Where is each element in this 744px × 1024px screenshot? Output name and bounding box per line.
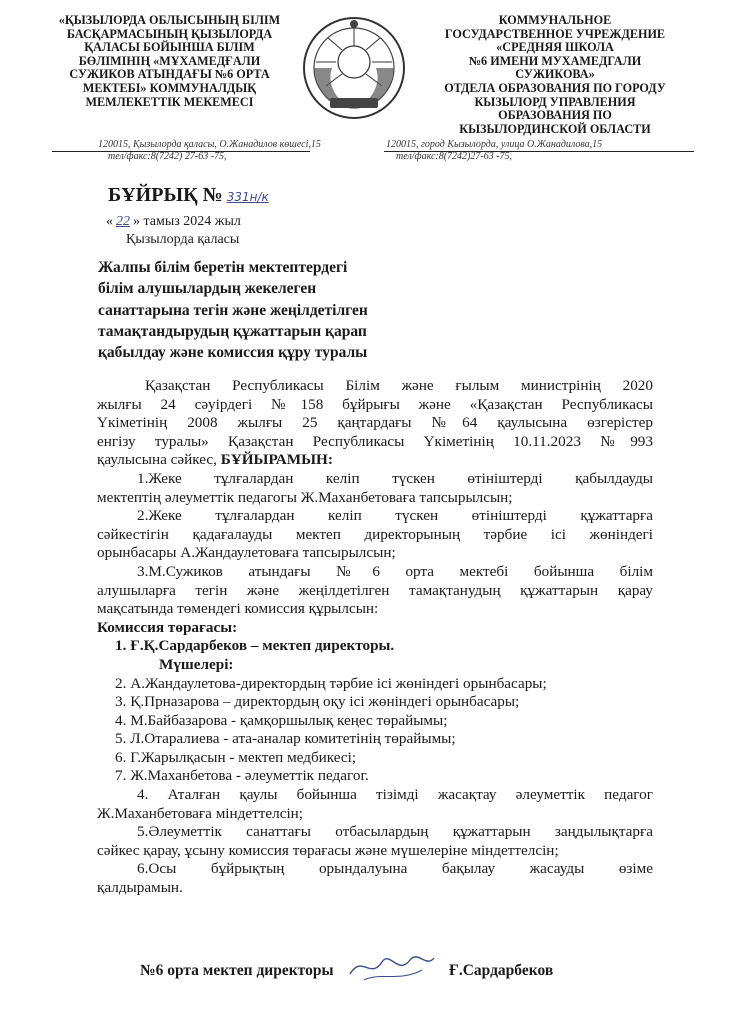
body-line: енгізу туралы» Қазақстан Республикасы Үкіметінің 10.11.2023 №993 xyxy=(97,432,653,450)
signature-icon xyxy=(340,940,440,990)
header-line: БӨЛІМІНІҢ «МҰХАМЕДҒАЛИ xyxy=(78,53,261,68)
member-item: 6. Г.Жарылқасын - мектеп медбикесі; xyxy=(115,748,357,766)
order-label: БҰЙРЫҚ № xyxy=(108,184,223,206)
intro-text: қаулысына сәйкес, xyxy=(97,451,221,469)
order-date xyxy=(106,214,241,230)
body-line: 6.Осы бұйрықтың орындалуына бақылау жасауды өзіме xyxy=(137,860,653,878)
header-line: СУЖИКОВА» xyxy=(515,67,595,82)
signatory-name: Ғ.Сардарбеков xyxy=(449,962,554,979)
header-divider xyxy=(384,151,694,152)
phone-line: тел/факс:8(7242) 27-63 -75, xyxy=(108,151,227,162)
header-kazakh xyxy=(52,14,287,109)
body-line: орынбасары А.Жандаулетоваға тапсырылсын; xyxy=(97,544,396,562)
header-line: БАСҚАРМАСЫНЫҢ ҚЫЗЫЛОРДА xyxy=(66,26,273,41)
member-item: 4. М.Байбазарова - қамқоршылық кеңес төрайымы; xyxy=(115,711,448,729)
body-line: Үкіметінің 2008 жылғы 25 қаңтардағы №64 қаулысына өзгерістер xyxy=(97,414,653,432)
body-line: 5.Әлеуметтік санаттағы отбасылардың құжаттарын заңдылықтарға xyxy=(137,823,653,841)
header-line: ГОСУДАРСТВЕННОЕ УЧРЕЖДЕНИЕ xyxy=(444,26,666,41)
body-line: 1.Жеке тұлғалардан келіп түскен өтініштерді қабылдауды xyxy=(137,469,653,487)
header-line: «ҚЫЗЫЛОРДА ОБЛЫСЫНЫҢ БІЛІМ xyxy=(58,13,281,27)
header-line: СУЖИКОВ АТЫНДАҒЫ №6 ОРТА xyxy=(69,67,270,82)
body-line: сәйкес қарау, ұсыну комиссия төрағасы және мүшелеріне міндеттелсін; xyxy=(97,841,559,859)
body-line: 2.Жеке тұлғалардан келіп түскен өтініштерді құжаттарға xyxy=(137,507,653,525)
header-line: МЕМЛЕКЕТТІК МЕКЕМЕСІ xyxy=(85,94,254,109)
title-line: білім алушылардың жекелеген xyxy=(98,280,317,298)
header-line: КЫЗЫЛОРДИНСКОЙ ОБЛАСТИ xyxy=(459,121,651,136)
header-line: КЫЗЫЛОРД УПРАВЛЕНИЯ xyxy=(474,94,636,109)
header-line: ҚАЛАСЫ БОЙЫНША БІЛІМ xyxy=(84,40,255,55)
body-line: жылғы 24 сәуірдегі №158 бұйрығы және «Қазақстан Республикасы xyxy=(97,395,653,413)
header-divider xyxy=(52,151,310,152)
header-line: №6 ИМЕНИ МУХАМЕДГАЛИ xyxy=(468,53,642,68)
header-line: ОТДЕЛА ОБРАЗОВАНИЯ ПО ГОРОДУ xyxy=(444,80,666,95)
title-line: санаттарына тегін және жеңілдетілген xyxy=(98,301,368,319)
body-line: алушыларға тегін және жеңілдетілген тамақтанудың құжаттарын қарау xyxy=(97,581,653,599)
header-line: «СРЕДНЯЯ ШКОЛА xyxy=(496,40,614,55)
body-line: қалдырамын. xyxy=(97,879,183,897)
member-item: 5. Л.Отаралиева - ата-аналар комитетінің төрайымы; xyxy=(115,730,456,748)
body-line: 4. Аталған қаулы бойынша тізімді жасақтау әлеуметтік педагог xyxy=(137,786,653,804)
order-number: 331н/к xyxy=(226,190,269,204)
member-item: 3. Қ.Прназарова – директордың оқу ісі жөніндегі орынбасары; xyxy=(115,693,520,711)
document-title xyxy=(98,257,368,363)
date-suffix: » тамыз 2024 жыл xyxy=(133,214,241,229)
member-item: 2. А.Жандаулетова-директордың тәрбие ісі жөніндегі орынбасары; xyxy=(115,674,547,692)
order-command: БҰЙЫРАМЫН: xyxy=(220,451,333,469)
body-line: Қазақстан Республикасы Білім және ғылым министрінің 2020 xyxy=(145,377,653,394)
body-line: мектептің әлеуметтік педагогы Ж.Маханбетоваға тапсырылсын; xyxy=(97,488,513,506)
address-line: 120015, Қызылорда қаласы, О.Жанадилов көшесі,15 xyxy=(98,139,321,150)
state-emblem-icon xyxy=(298,12,410,124)
body-line: мақсатында төмендегі комиссия құрылсын: xyxy=(97,600,379,618)
body-line: сәйкестігін қадағалауды мектеп директорының тәрбие ісі жөніндегі xyxy=(97,525,653,543)
body-line: Ж.Маханбетоваға міндеттелсін; xyxy=(97,804,304,822)
members-heading: Мүшелері: xyxy=(159,655,234,673)
order-city: Қызылорда қаласы xyxy=(126,232,240,247)
body-line: 3.М.Сужиков атындағы №6 орта мектебі бойынша білім xyxy=(137,562,653,580)
phone-line: тел/факс:8(7242)27-63 -75, xyxy=(396,151,513,162)
signatory-position: №6 орта мектеп директоры xyxy=(140,962,334,979)
chair-member: 1. Ғ.Қ.Сардарбеков – мектеп директоры. xyxy=(115,637,395,655)
title-line: тамақтандырудың құжаттарын қарап xyxy=(98,322,367,340)
header-russian xyxy=(420,14,690,136)
order-heading xyxy=(108,184,269,207)
body-line xyxy=(97,451,653,470)
header-line: МЕКТЕБІ» КОММУНАЛДЫҚ xyxy=(82,80,257,95)
header-line: ОБРАЗОВАНИЯ ПО xyxy=(498,108,612,123)
address-line: 120015, город Кызылорда, улица О.Жанадилова,15 xyxy=(386,139,603,150)
member-item: 7. Ж.Маханбетова - әлеуметтік педагог. xyxy=(115,767,369,785)
title-line: Жалпы білім беретін мектептердегі xyxy=(98,259,348,276)
chair-heading: Комиссия төрағасы: xyxy=(97,618,238,636)
header-line: КОММУНАЛЬНОЕ xyxy=(498,13,612,27)
date-prefix: « xyxy=(106,214,113,229)
title-line: қабылдау және комиссия құру туралы xyxy=(98,344,368,362)
date-day: 22 xyxy=(116,214,130,229)
document-body xyxy=(97,377,653,898)
